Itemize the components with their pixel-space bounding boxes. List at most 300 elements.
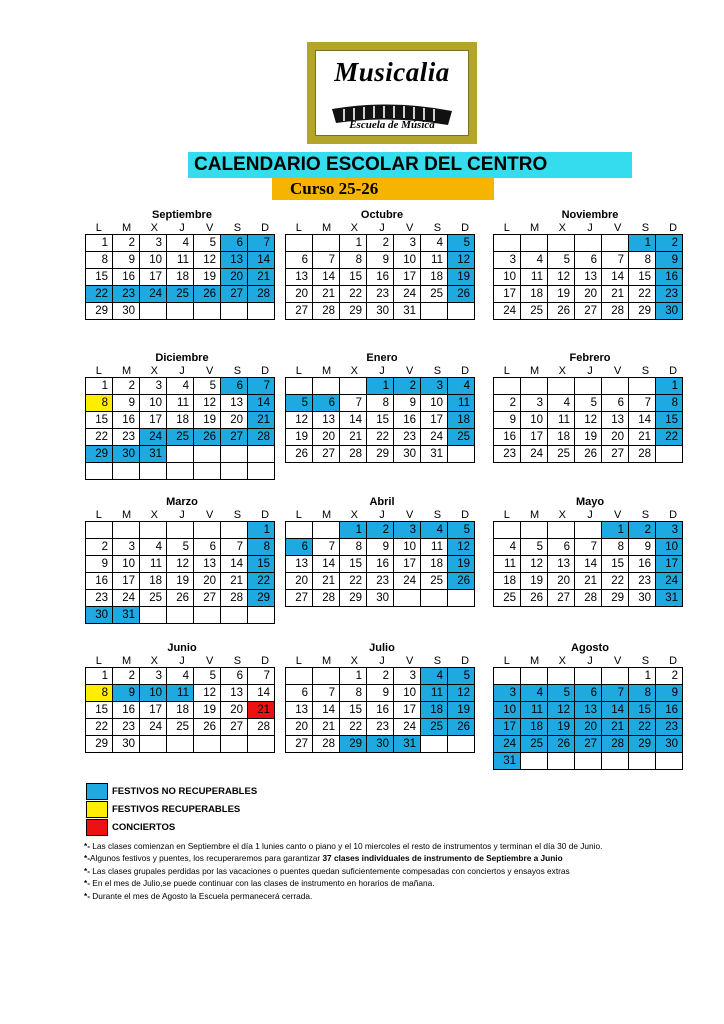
day-cell: 13 xyxy=(221,685,248,702)
day-cell: 19 xyxy=(448,556,475,573)
weekday-label: L xyxy=(295,222,302,234)
day-cell: 8 xyxy=(340,539,367,556)
day-cell: 24 xyxy=(140,429,167,446)
empty-cell xyxy=(194,463,221,480)
empty-cell xyxy=(113,463,140,480)
day-cell: 4 xyxy=(167,378,194,395)
weekday-header xyxy=(285,222,479,234)
day-cell: 29 xyxy=(340,303,367,320)
day-cell: 18 xyxy=(167,412,194,429)
weekday-label: S xyxy=(433,365,442,377)
day-cell: 29 xyxy=(86,303,113,320)
weekday-label: D xyxy=(261,509,270,521)
school-logo xyxy=(307,42,477,144)
day-cell: 25 xyxy=(167,286,194,303)
day-cell: 9 xyxy=(394,395,421,412)
weekday-label: D xyxy=(261,655,270,667)
day-cell: 23 xyxy=(656,286,683,303)
day-cell: 30 xyxy=(113,303,140,320)
day-cell: 11 xyxy=(167,685,194,702)
day-grid xyxy=(493,234,683,320)
empty-cell xyxy=(421,303,448,320)
day-cell: 26 xyxy=(448,286,475,303)
day-cell: 30 xyxy=(86,607,113,624)
day-cell: 24 xyxy=(494,736,521,753)
day-cell: 14 xyxy=(629,412,656,429)
day-cell: 18 xyxy=(421,556,448,573)
empty-cell xyxy=(140,463,167,480)
note-bullet: *- xyxy=(84,853,90,864)
day-cell: 26 xyxy=(194,429,221,446)
empty-cell xyxy=(194,303,221,320)
day-cell: 16 xyxy=(656,269,683,286)
day-cell: 17 xyxy=(494,719,521,736)
day-cell: 3 xyxy=(494,252,521,269)
day-cell: 8 xyxy=(86,252,113,269)
day-cell: 20 xyxy=(221,412,248,429)
weekday-label: M xyxy=(321,509,332,521)
day-cell: 29 xyxy=(629,303,656,320)
day-cell: 10 xyxy=(394,539,421,556)
day-cell: 29 xyxy=(629,736,656,753)
page-title: CALENDARIO ESCOLAR DEL CENTRO xyxy=(188,152,632,178)
day-cell: 4 xyxy=(421,668,448,685)
day-cell: 27 xyxy=(575,303,602,320)
empty-cell xyxy=(548,522,575,539)
weekday-label: X xyxy=(350,365,358,377)
weekday-label: M xyxy=(529,222,540,234)
day-cell: 31 xyxy=(494,753,521,770)
day-cell: 17 xyxy=(394,269,421,286)
day-cell: 24 xyxy=(394,286,421,303)
day-cell: 29 xyxy=(602,590,629,607)
day-cell: 2 xyxy=(367,522,394,539)
day-cell: 25 xyxy=(494,590,521,607)
note xyxy=(84,840,704,852)
empty-cell xyxy=(167,607,194,624)
day-cell: 19 xyxy=(448,702,475,719)
day-cell: 6 xyxy=(602,395,629,412)
day-cell: 18 xyxy=(521,719,548,736)
day-cell: 27 xyxy=(548,590,575,607)
empty-cell xyxy=(521,235,548,252)
day-cell: 4 xyxy=(140,539,167,556)
day-cell: 29 xyxy=(340,736,367,753)
day-cell: 10 xyxy=(656,539,683,556)
weekday-label: D xyxy=(461,655,470,667)
weekday-label: M xyxy=(121,655,132,667)
weekday-label: X xyxy=(558,222,566,234)
day-cell: 15 xyxy=(367,412,394,429)
day-cell: 11 xyxy=(521,269,548,286)
weekday-label: X xyxy=(558,365,566,377)
day-cell: 5 xyxy=(521,539,548,556)
day-cell: 9 xyxy=(656,252,683,269)
month-calendar xyxy=(285,351,479,463)
day-cell: 7 xyxy=(248,668,275,685)
day-cell: 8 xyxy=(86,395,113,412)
day-cell: 5 xyxy=(194,235,221,252)
day-cell: 5 xyxy=(286,395,313,412)
weekday-label: J xyxy=(179,222,185,234)
day-cell: 29 xyxy=(340,590,367,607)
day-cell: 27 xyxy=(221,429,248,446)
day-cell: 15 xyxy=(340,556,367,573)
empty-cell xyxy=(602,235,629,252)
empty-cell xyxy=(113,522,140,539)
day-grid xyxy=(493,667,683,770)
note-emphasis: 37 clases individuales de instrumento de Septiembre a Junio xyxy=(322,853,563,864)
day-cell: 5 xyxy=(448,522,475,539)
empty-cell xyxy=(167,736,194,753)
day-cell: 26 xyxy=(286,446,313,463)
day-cell: 6 xyxy=(548,539,575,556)
weekday-label: V xyxy=(614,655,622,667)
day-cell: 16 xyxy=(113,702,140,719)
day-cell: 14 xyxy=(575,556,602,573)
day-cell: 12 xyxy=(548,702,575,719)
empty-cell xyxy=(340,378,367,395)
weekday-label: S xyxy=(641,222,650,234)
day-cell: 23 xyxy=(656,719,683,736)
day-cell: 6 xyxy=(221,668,248,685)
day-cell: 9 xyxy=(629,539,656,556)
day-cell: 26 xyxy=(575,446,602,463)
day-cell: 19 xyxy=(194,702,221,719)
empty-cell xyxy=(313,378,340,395)
day-cell: 30 xyxy=(656,303,683,320)
weekday-header xyxy=(285,655,479,667)
empty-cell xyxy=(313,235,340,252)
month-name: Abril xyxy=(369,496,395,508)
weekday-label: M xyxy=(121,509,132,521)
day-cell: 30 xyxy=(367,736,394,753)
day-cell: 19 xyxy=(286,429,313,446)
empty-cell xyxy=(421,736,448,753)
weekday-label: V xyxy=(206,509,214,521)
day-cell: 2 xyxy=(86,539,113,556)
day-cell: 5 xyxy=(194,668,221,685)
day-cell: 21 xyxy=(248,269,275,286)
empty-cell xyxy=(656,446,683,463)
day-cell: 19 xyxy=(521,573,548,590)
weekday-label: M xyxy=(321,655,332,667)
empty-cell xyxy=(86,463,113,480)
weekday-label: D xyxy=(461,365,470,377)
day-cell: 3 xyxy=(113,539,140,556)
empty-cell xyxy=(548,668,575,685)
empty-cell xyxy=(194,607,221,624)
weekday-label: D xyxy=(461,509,470,521)
day-cell: 26 xyxy=(448,573,475,590)
day-cell: 21 xyxy=(629,429,656,446)
note-text: Las clases grupales perdidas por las vacaciones o puentes quedan suficientemente compesadas con conciertos y ensayos extras xyxy=(90,865,570,876)
day-cell: 1 xyxy=(86,378,113,395)
weekday-label: V xyxy=(206,222,214,234)
day-cell: 4 xyxy=(421,235,448,252)
day-cell: 8 xyxy=(367,395,394,412)
day-cell: 10 xyxy=(421,395,448,412)
day-cell: 3 xyxy=(394,235,421,252)
day-cell: 25 xyxy=(140,590,167,607)
weekday-label: J xyxy=(179,509,185,521)
weekday-label: L xyxy=(503,222,510,234)
day-cell: 12 xyxy=(167,556,194,573)
day-cell: 24 xyxy=(394,719,421,736)
day-cell: 28 xyxy=(629,446,656,463)
day-cell: 23 xyxy=(629,573,656,590)
empty-cell xyxy=(167,303,194,320)
weekday-label: M xyxy=(121,222,132,234)
day-cell: 3 xyxy=(421,378,448,395)
day-grid xyxy=(285,234,475,320)
weekday-label: X xyxy=(150,222,158,234)
empty-cell xyxy=(575,522,602,539)
day-grid xyxy=(493,521,683,607)
day-cell: 19 xyxy=(575,429,602,446)
day-cell: 2 xyxy=(367,235,394,252)
weekday-header xyxy=(285,365,479,377)
day-grid xyxy=(85,377,275,480)
weekday-label: V xyxy=(406,509,414,521)
day-cell: 10 xyxy=(113,556,140,573)
empty-cell xyxy=(194,522,221,539)
empty-cell xyxy=(448,446,475,463)
day-cell: 27 xyxy=(286,303,313,320)
weekday-label: X xyxy=(350,655,358,667)
weekday-label: D xyxy=(669,509,678,521)
empty-cell xyxy=(629,378,656,395)
day-cell: 11 xyxy=(167,395,194,412)
day-cell: 5 xyxy=(194,378,221,395)
day-cell: 6 xyxy=(286,539,313,556)
month-name: Septiembre xyxy=(152,209,212,221)
empty-cell xyxy=(140,607,167,624)
day-cell: 11 xyxy=(448,395,475,412)
day-cell: 1 xyxy=(340,668,367,685)
day-cell: 1 xyxy=(629,668,656,685)
weekday-header xyxy=(85,509,279,521)
weekday-label: V xyxy=(406,222,414,234)
day-cell: 27 xyxy=(575,736,602,753)
day-cell: 27 xyxy=(286,736,313,753)
day-cell: 20 xyxy=(575,719,602,736)
empty-cell xyxy=(421,590,448,607)
day-cell: 23 xyxy=(367,573,394,590)
month-calendar xyxy=(85,641,279,753)
day-cell: 12 xyxy=(194,685,221,702)
day-cell: 24 xyxy=(656,573,683,590)
day-cell: 6 xyxy=(221,235,248,252)
day-cell: 22 xyxy=(248,573,275,590)
day-cell: 30 xyxy=(629,590,656,607)
day-cell: 18 xyxy=(167,702,194,719)
day-cell: 8 xyxy=(602,539,629,556)
day-cell: 31 xyxy=(421,446,448,463)
day-cell: 28 xyxy=(248,429,275,446)
weekday-label: L xyxy=(503,365,510,377)
day-cell: 16 xyxy=(113,269,140,286)
day-cell: 3 xyxy=(140,378,167,395)
weekday-label: X xyxy=(558,655,566,667)
day-cell: 20 xyxy=(313,429,340,446)
weekday-label: D xyxy=(669,222,678,234)
day-cell: 5 xyxy=(548,252,575,269)
day-cell: 12 xyxy=(548,269,575,286)
day-cell: 9 xyxy=(367,252,394,269)
day-cell: 28 xyxy=(313,590,340,607)
day-cell: 12 xyxy=(575,412,602,429)
weekday-label: D xyxy=(261,222,270,234)
day-cell: 24 xyxy=(394,573,421,590)
weekday-label: D xyxy=(669,655,678,667)
day-cell: 24 xyxy=(494,303,521,320)
day-cell: 14 xyxy=(221,556,248,573)
month-name: Enero xyxy=(366,352,398,364)
day-cell: 23 xyxy=(113,429,140,446)
day-cell: 1 xyxy=(629,235,656,252)
day-cell: 20 xyxy=(194,573,221,590)
day-cell: 14 xyxy=(602,269,629,286)
day-cell: 26 xyxy=(194,719,221,736)
day-cell: 7 xyxy=(221,539,248,556)
day-cell: 21 xyxy=(313,719,340,736)
weekday-header xyxy=(493,509,687,521)
day-cell: 1 xyxy=(86,668,113,685)
empty-cell xyxy=(140,522,167,539)
day-cell: 3 xyxy=(140,668,167,685)
day-cell: 3 xyxy=(656,522,683,539)
day-cell: 17 xyxy=(394,702,421,719)
weekday-label: X xyxy=(150,365,158,377)
day-cell: 30 xyxy=(113,446,140,463)
empty-cell xyxy=(140,736,167,753)
month-calendar xyxy=(493,351,687,463)
weekday-label: S xyxy=(233,222,242,234)
empty-cell xyxy=(448,590,475,607)
day-cell: 25 xyxy=(448,429,475,446)
weekday-header xyxy=(85,222,279,234)
day-cell: 16 xyxy=(86,573,113,590)
note xyxy=(84,852,704,864)
day-cell: 6 xyxy=(313,395,340,412)
day-cell: 1 xyxy=(602,522,629,539)
day-cell: 26 xyxy=(448,719,475,736)
day-cell: 8 xyxy=(340,252,367,269)
weekday-label: S xyxy=(433,222,442,234)
day-cell: 13 xyxy=(286,702,313,719)
weekday-label: D xyxy=(669,365,678,377)
empty-cell xyxy=(494,668,521,685)
day-cell: 4 xyxy=(521,252,548,269)
weekday-header xyxy=(285,509,479,521)
day-cell: 6 xyxy=(221,378,248,395)
empty-cell xyxy=(248,736,275,753)
day-cell: 21 xyxy=(602,286,629,303)
empty-cell xyxy=(521,378,548,395)
day-cell: 25 xyxy=(421,286,448,303)
empty-cell xyxy=(194,736,221,753)
weekday-label: V xyxy=(206,365,214,377)
empty-cell xyxy=(548,378,575,395)
day-cell: 9 xyxy=(113,395,140,412)
day-cell: 23 xyxy=(394,429,421,446)
day-cell: 7 xyxy=(248,235,275,252)
legend xyxy=(86,782,257,836)
day-cell: 2 xyxy=(113,378,140,395)
day-cell: 18 xyxy=(167,269,194,286)
day-cell: 19 xyxy=(448,269,475,286)
weekday-label: L xyxy=(95,365,102,377)
day-cell: 25 xyxy=(421,573,448,590)
day-cell: 20 xyxy=(286,719,313,736)
empty-cell xyxy=(521,668,548,685)
day-cell: 11 xyxy=(494,556,521,573)
day-cell: 31 xyxy=(394,303,421,320)
day-cell: 21 xyxy=(248,702,275,719)
weekday-label: L xyxy=(503,509,510,521)
month-calendar xyxy=(493,208,687,320)
day-cell: 30 xyxy=(656,736,683,753)
day-cell: 21 xyxy=(313,286,340,303)
empty-cell xyxy=(221,463,248,480)
day-cell: 13 xyxy=(602,412,629,429)
note xyxy=(84,877,704,889)
day-cell: 2 xyxy=(113,668,140,685)
day-cell: 27 xyxy=(221,286,248,303)
day-cell: 20 xyxy=(602,429,629,446)
day-cell: 5 xyxy=(575,395,602,412)
day-cell: 2 xyxy=(113,235,140,252)
day-cell: 24 xyxy=(421,429,448,446)
day-cell: 13 xyxy=(286,269,313,286)
day-cell: 22 xyxy=(340,719,367,736)
day-cell: 22 xyxy=(602,573,629,590)
day-cell: 30 xyxy=(367,303,394,320)
day-cell: 1 xyxy=(340,522,367,539)
weekday-label: S xyxy=(233,655,242,667)
day-cell: 28 xyxy=(340,446,367,463)
notes xyxy=(84,840,704,902)
logo-subtitle: Escuela de Música xyxy=(349,119,435,131)
day-cell: 21 xyxy=(248,412,275,429)
day-cell: 3 xyxy=(394,522,421,539)
day-cell: 8 xyxy=(629,252,656,269)
day-cell: 23 xyxy=(494,446,521,463)
note-bullet: *- xyxy=(84,878,90,889)
day-cell: 27 xyxy=(286,590,313,607)
day-cell: 15 xyxy=(248,556,275,573)
day-cell: 3 xyxy=(521,395,548,412)
day-cell: 26 xyxy=(167,590,194,607)
day-cell: 7 xyxy=(602,252,629,269)
month-calendar xyxy=(285,495,479,607)
day-cell: 12 xyxy=(194,252,221,269)
day-cell: 17 xyxy=(521,429,548,446)
weekday-label: L xyxy=(95,509,102,521)
month-calendar xyxy=(493,641,687,770)
empty-cell xyxy=(602,753,629,770)
month-name: Julio xyxy=(369,642,395,654)
day-cell: 9 xyxy=(113,685,140,702)
day-cell: 9 xyxy=(86,556,113,573)
day-cell: 27 xyxy=(221,719,248,736)
day-cell: 25 xyxy=(421,719,448,736)
day-cell: 23 xyxy=(113,286,140,303)
day-cell: 14 xyxy=(340,412,367,429)
empty-cell xyxy=(494,378,521,395)
month-calendar xyxy=(85,351,279,480)
